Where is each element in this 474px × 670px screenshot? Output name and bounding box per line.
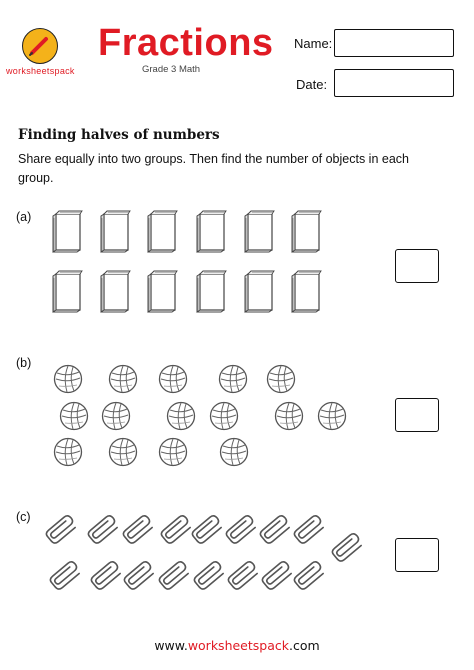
volleyball-icon: [108, 437, 138, 467]
volleyball-icon: [274, 401, 304, 431]
volleyball-icon: [166, 401, 196, 431]
book-icon: [145, 210, 179, 256]
volleyball-icon: [158, 364, 188, 394]
instructions-text: Share equally into two groups. Then find the number of objects in each group.: [18, 152, 409, 185]
paperclip-icon: [84, 520, 124, 546]
book-icon: [194, 210, 228, 256]
book-icon: [50, 210, 84, 256]
paperclip-icon: [42, 520, 82, 546]
volleyball-icon: [158, 437, 188, 467]
question-b-label: (b): [16, 356, 32, 370]
logo-text: worksheetspack: [6, 66, 75, 76]
date-label: Date:: [296, 77, 328, 92]
paperclip-icon: [46, 566, 86, 592]
page-subtitle: Grade 3 Math: [142, 64, 201, 75]
book-icon: [98, 270, 132, 316]
book-icon: [289, 210, 323, 256]
question-a-label: (a): [16, 210, 32, 224]
paperclip-icon: [120, 566, 160, 592]
answer-box-c[interactable]: [395, 538, 439, 572]
paperclip-icon: [290, 566, 330, 592]
volleyball-icon: [218, 364, 248, 394]
paperclip-icon: [119, 520, 159, 546]
volleyball-icon: [266, 364, 296, 394]
name-label: Name:: [294, 36, 333, 51]
pencil-icon: [23, 29, 56, 62]
volleyball-icon: [209, 401, 239, 431]
volleyball-icon: [317, 401, 347, 431]
footer-url[interactable]: [0, 638, 474, 653]
paperclip-icon: [290, 520, 330, 546]
question-c-label: (c): [16, 510, 31, 524]
volleyball-icon: [53, 364, 83, 394]
volleyball-icon: [219, 437, 249, 467]
book-icon: [50, 270, 84, 316]
page-title: Fractions: [98, 22, 274, 64]
answer-box-a[interactable]: [395, 249, 439, 283]
volleyball-icon: [101, 401, 131, 431]
book-icon: [194, 270, 228, 316]
paperclip-icon: [328, 538, 368, 564]
logo-circle: [22, 28, 58, 64]
book-icon: [98, 210, 132, 256]
volleyball-icon: [108, 364, 138, 394]
book-icon: [145, 270, 179, 316]
instructions-heading: Finding halves of numbers: [18, 127, 220, 143]
paperclip-icon: [155, 566, 195, 592]
answer-box-b[interactable]: [395, 398, 439, 432]
volleyball-icon: [53, 437, 83, 467]
volleyball-icon: [59, 401, 89, 431]
book-icon: [242, 210, 276, 256]
date-field[interactable]: [334, 69, 454, 97]
book-icon: [289, 270, 323, 316]
book-icon: [242, 270, 276, 316]
footer-brand: worksheetspack: [187, 638, 289, 653]
footer-prefix: www.: [154, 638, 188, 653]
name-field[interactable]: [334, 29, 454, 57]
footer-suffix: .com: [289, 638, 320, 653]
